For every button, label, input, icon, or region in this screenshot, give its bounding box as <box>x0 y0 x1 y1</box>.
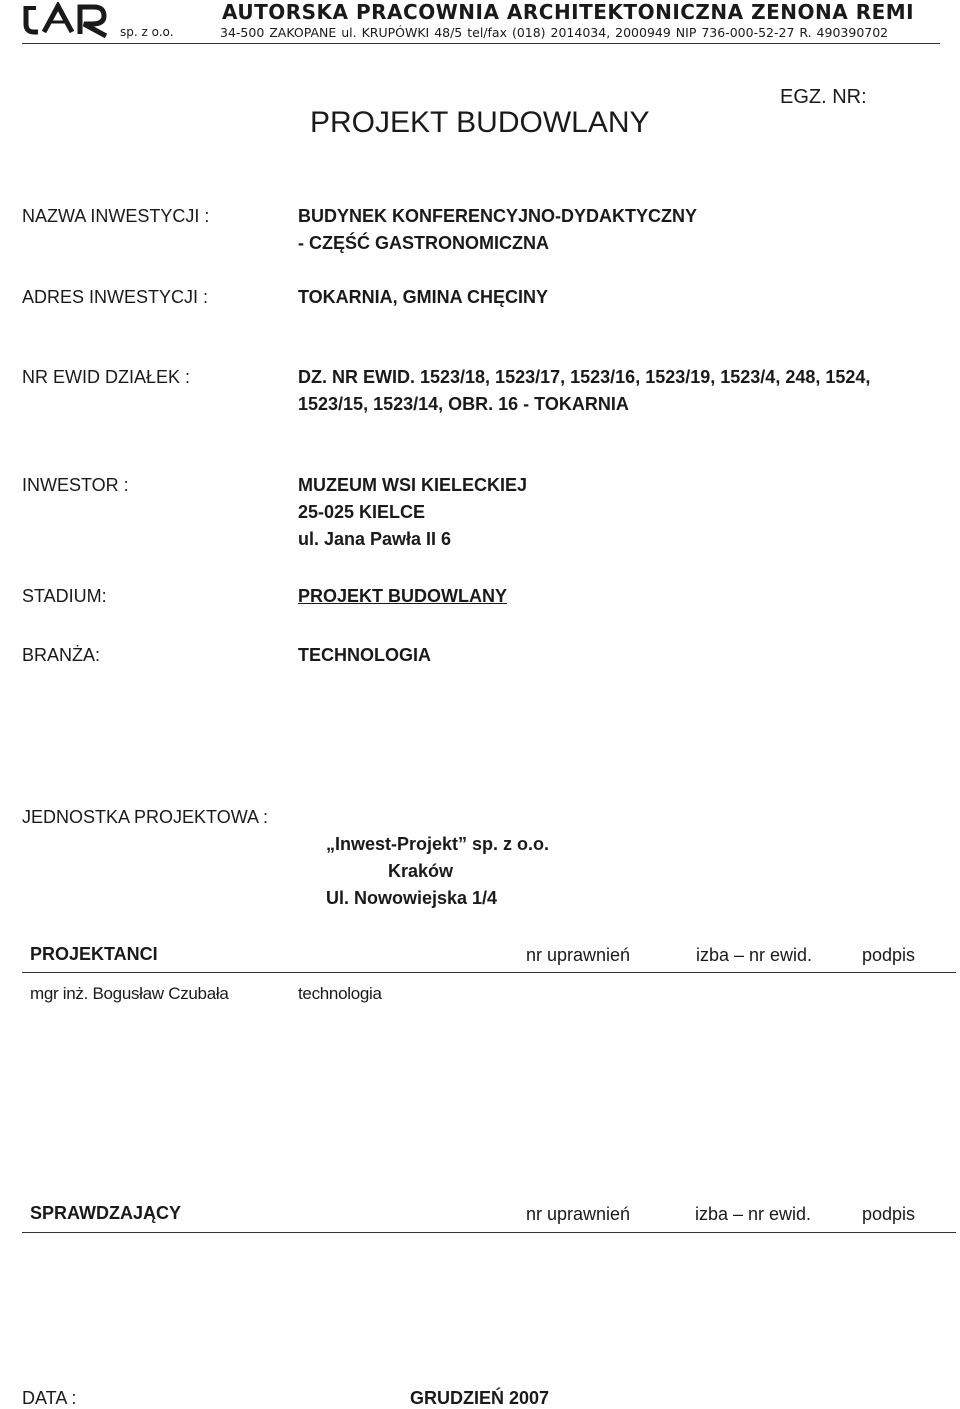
plots-line2: 1523/15, 1523/14, OBR. 16 - TOKARNIA <box>298 394 629 414</box>
investment-name-line1: BUDYNEK KONFERENCYJNO-DYDAKTYCZNY <box>298 206 698 226</box>
investment-name-label: NAZWA INWESTYCJI : <box>22 206 210 226</box>
investment-name-line2: - CZĘŚĆ GASTRONOMICZNA <box>298 233 549 253</box>
company-logo <box>22 2 114 38</box>
plots-label: NR EWID DZIAŁEK : <box>22 367 191 387</box>
design-unit-city: Kraków <box>388 861 454 881</box>
designer-name: mgr inż. Bogusław Czubała <box>30 984 229 1003</box>
investor-line3: ul. Jana Pawła II 6 <box>298 529 452 549</box>
designers-heading: PROJEKTANCI <box>30 944 158 964</box>
firm-address: 34-500 ZAKOPANE ul. KRUPÓWKI 48/5 tel/fax (018) 2014034, 2000949 NIP 736-000-52-27 R. 490390702 <box>220 25 889 40</box>
design-unit-name: „Inwest-Projekt” sp. z o.o. <box>326 834 550 854</box>
designers-col-chamber: izba – nr ewid. <box>696 945 813 965</box>
designer-discipline: technologia <box>298 984 382 1003</box>
header-divider <box>22 43 940 44</box>
copy-number: EGZ. NR: <box>780 86 867 108</box>
date-value: GRUDZIEŃ 2007 <box>410 1388 550 1408</box>
investment-address-label: ADRES INWESTYCJI : <box>22 287 209 307</box>
date-label: DATA : <box>22 1388 77 1408</box>
investor-line2: 25-025 KIELCE <box>298 502 426 522</box>
firm-name: AUTORSKA PRACOWNIA ARCHITEKTONICZNA ZENONA REMI <box>222 0 915 24</box>
document-title: PROJEKT BUDOWLANY <box>310 106 650 139</box>
stage-value: PROJEKT BUDOWLANY <box>298 586 508 606</box>
branch-value: TECHNOLOGIA <box>298 645 431 665</box>
reviewers-table-rule <box>22 1232 956 1233</box>
designers-table-rule <box>22 972 956 973</box>
designers-col-license: nr uprawnień <box>526 945 631 965</box>
design-unit-label: JEDNOSTKA PROJEKTOWA : <box>22 807 269 827</box>
investor-label: INWESTOR : <box>22 475 129 495</box>
investment-address: TOKARNIA, GMINA CHĘCINY <box>298 287 549 307</box>
stage-label: STADIUM: <box>22 586 107 606</box>
reviewers-heading: SPRAWDZAJĄCY <box>30 1203 182 1223</box>
design-unit-street: Ul. Nowowiejska 1/4 <box>326 888 498 908</box>
logo-suffix: sp. z o.o. <box>120 25 174 39</box>
reviewers-col-license: nr uprawnień <box>526 1204 631 1224</box>
designers-col-signature: podpis <box>862 945 916 965</box>
reviewers-col-chamber: izba – nr ewid. <box>695 1204 812 1224</box>
branch-label: BRANŻA: <box>22 645 101 665</box>
reviewers-col-signature: podpis <box>862 1204 916 1224</box>
investor-line1: MUZEUM WSI KIELECKIEJ <box>298 475 528 495</box>
plots-line1: DZ. NR EWID. 1523/18, 1523/17, 1523/16, 1523/19, 1523/4, 248, 1524, <box>298 367 871 387</box>
